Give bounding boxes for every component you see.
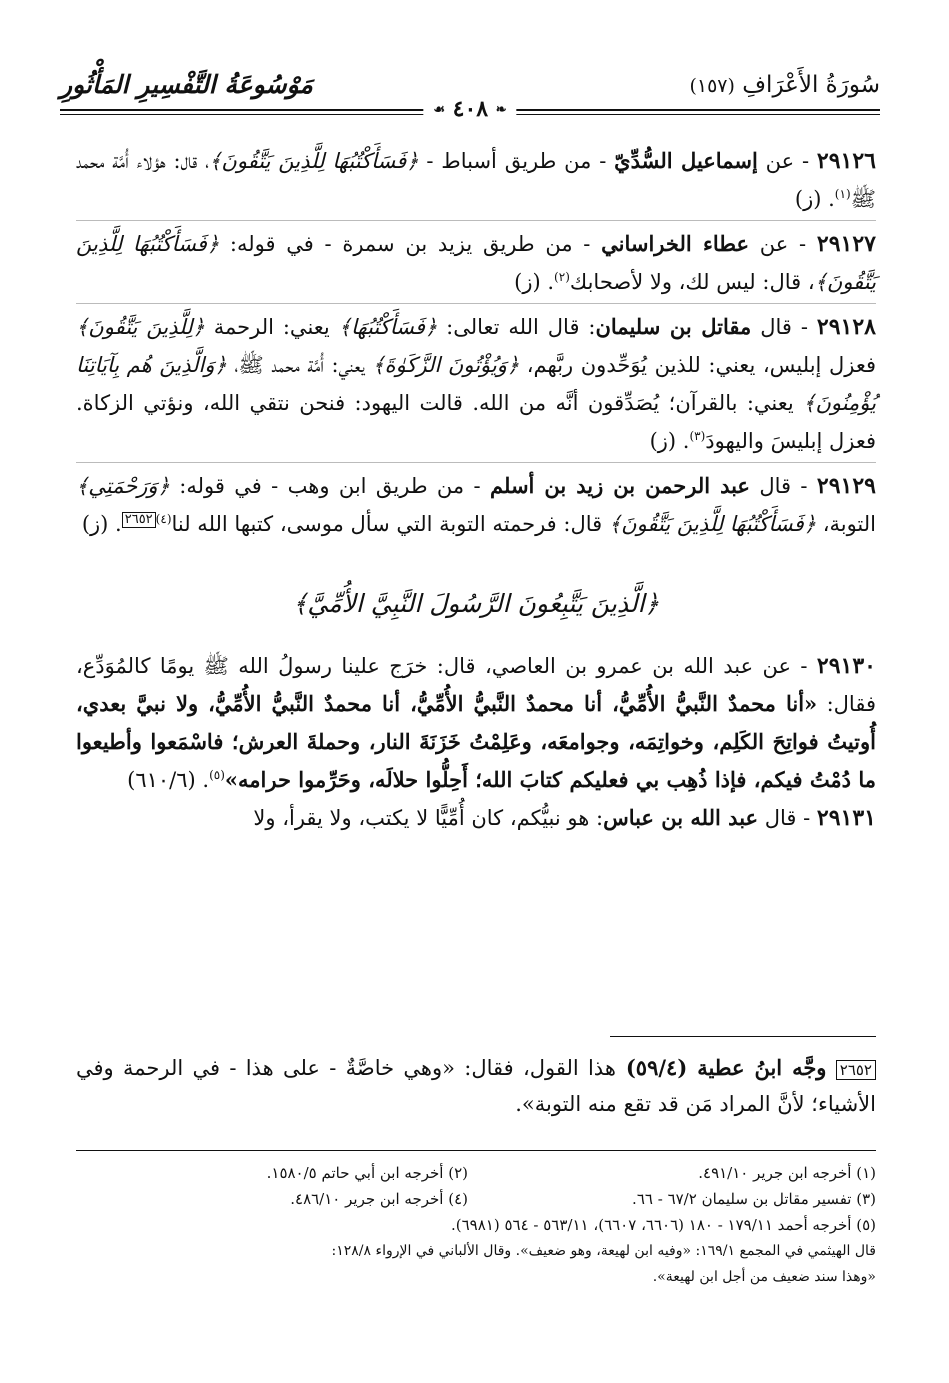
ornament-icon: ❧ — [495, 102, 507, 118]
ornament-icon: ☙ — [433, 102, 445, 118]
footnote-3: (٣) تفسير مقاتل بن سليمان ٦٧/٢ - ٦٦. — [632, 1190, 876, 1208]
entry-29130 — [76, 647, 876, 799]
running-header — [60, 64, 880, 124]
entry-text: يعني: بالقرآن؛ يُصَدِّقون أنَّه من الله. قالت اليهود: فنحن نتقي الله، ونؤتي الزكاة. فعزل إبليسَ واليهودَ — [76, 391, 876, 453]
quran-quote: ﴿فَسَأَكْتُبُهَا لِلَّذِينَ يَتَّقُونَ﴾ — [209, 149, 419, 173]
narrator-name: عبد الله بن عباس — [603, 805, 759, 830]
commentary-ref: (٥٩/٤) — [615, 1055, 698, 1080]
entry-text: ، قال: هؤلاء أُمَّة محمد ﷺ — [76, 149, 876, 211]
footnote-5-continuation-2: «وهذا سند ضعيف من أجل ابن لهيعة». — [652, 1269, 876, 1285]
entry-29128 — [76, 308, 876, 463]
entry-text: التوبة، — [816, 512, 876, 536]
entry-text: - من طريق ابن وهب - في قوله: — [169, 474, 491, 498]
entry-number: ٢٩١٢٩ — [816, 473, 876, 499]
entry-text: . (ز) — [81, 512, 122, 536]
entry-text: ، قال: ليس لك، ولا لأصحابك — [569, 270, 815, 294]
entry-text: . (ز) — [794, 187, 835, 211]
narrator-name: إسماعيل السُّدِّيّ — [614, 148, 758, 173]
footnote-separator — [76, 1150, 876, 1151]
entry-number: ٢٩١٢٨ — [816, 314, 876, 340]
footnotes — [76, 1160, 876, 1290]
entry-text: - قال — [751, 315, 808, 339]
quran-quote: ﴿لِلَّذِينَ يَتَّقُونَ﴾ — [76, 315, 205, 339]
quran-quote: ﴿وَيُؤْتُونَ الزَّكَوٰةَ﴾ — [372, 353, 520, 377]
surah-name: سُورَةُ الأَعْرَافِ — [742, 72, 880, 98]
entry-text: : قال الله تعالى: — [437, 315, 596, 339]
entry-text: - قال — [758, 806, 811, 830]
footnote-row — [76, 1186, 876, 1212]
quran-quote: ﴿فَسَأَكْتُبُهَا لِلَّذِينَ يَتَّقُونَ﴾ — [608, 512, 817, 536]
footnote-ref: (٥) — [209, 768, 225, 782]
entry-text: . (ز) — [649, 429, 690, 453]
entry-text: - قال — [749, 474, 808, 498]
commentary — [76, 1050, 876, 1122]
entry-text: - من طريق يزيد بن سمرة - في قوله: — [219, 232, 602, 256]
entry-number: ٢٩١٣٠ — [816, 653, 876, 679]
footnote-row — [76, 1160, 876, 1186]
hadith-text: «أنا محمدٌ النَّبيُّ الأُمِّيُّ، أنا محمدٌ النَّبيُّ الأُمِّيُّ، أنا محمدٌ النَّبيُّ الأُمِّيُّ، ولا نبيَّ بعدي، أُوتيتُ فواتِحَ الكَلِم، وخواتِمَه، وجوامعَه، وعَلِمْتُ خَزَنَةَ النار، وحملةَ العرش؛ فاسْمَعوا وأطيعوا ما دُمْتُ فيكم، فإذا ذُهِب بي فعليكم كتابَ الله؛ أَحِلُّوا حلالَه، وحَرِّموا حرامه» — [76, 691, 876, 792]
commentary-separator — [610, 1036, 876, 1037]
entry-text: فعزل إبليس، يعني: للذين يُوَحِّدون ربَّهم، — [519, 353, 876, 377]
narrator-name: مقاتل بن سليمان — [595, 314, 752, 339]
entry-29131 — [76, 799, 876, 837]
quran-quote: ﴿فَسَأَكْتُبُهَا لِلَّذِينَ يَتَّقُونَ﴾ — [76, 232, 876, 294]
entry-29127 — [76, 225, 876, 304]
footnote-5-continuation: قال الهيثمي في المجمع ١٦٩/١: «وفيه ابن لهيعة، وهو ضعيف». وقال الألباني في الإرواء ١٢٨/٨: — [331, 1243, 876, 1259]
entry-text: - من طريق أسباط - — [418, 149, 615, 173]
book-title: مَوْسُوعَةُ التَّفْسِيرِ المَأْثُورِ — [60, 70, 313, 99]
narrator-name: عطاء الخراساني — [601, 231, 750, 256]
page-number-value: ٤٠٨ — [452, 96, 489, 122]
footnote-5: (٥) أخرجه أحمد ١٧٩/١١ - ١٨٠ (٦٦٠٦، ٦٦٠٧)، ٥٦٣/١١ - ٥٦٤ (٦٩٨١). — [450, 1216, 876, 1234]
entry-number: ٢٩١٢٧ — [816, 231, 876, 257]
commentary-number-box: ٢٦٥٢ — [836, 1060, 876, 1080]
footnote-ref: (٢) — [554, 270, 570, 284]
entry-text: . (٦١٠/٦) — [127, 768, 210, 792]
entry-text: . (ز) — [514, 270, 555, 294]
footnote-1: (١) أخرجه ابن جرير ٤٩١/١٠. — [698, 1164, 876, 1182]
quran-quote: ﴿وَالَّذِينَ هُم بِآيَاتِنَا يُؤْمِنُونَ﴾ — [76, 353, 876, 415]
entry-29126 — [76, 142, 876, 221]
entry-text: قال: فرحمته التوبة التي سأل موسى، كتبها الله لنا — [171, 512, 609, 536]
entry-text: - عن عبد الله بن عمرو بن العاصي، قال: خرَج علينا رسولُ الله ﷺ يومًا كالمُوَدِّع، فقال: — [76, 654, 876, 716]
entry-text: : هو نبيُّكم، كان أُمِّيًّا لا يكتب، ولا يقرأ، ولا — [253, 806, 604, 830]
footnote-4: (٤) أخرجه ابن جرير ٤٨٦/١٠. — [290, 1190, 468, 1208]
quran-quote: ﴿وَرَحْمَتِي﴾ — [76, 474, 170, 498]
footnote-ref: (٣) — [689, 429, 706, 443]
footnote-2: (٢) أخرجه ابن أبي حاتم ١٥٨٠/٥. — [266, 1164, 468, 1182]
footnote-ref: (١) — [834, 187, 851, 201]
verse-reference: (١٥٧) — [689, 75, 735, 97]
commentary-ref-box: ٢٦٥٢ — [122, 512, 156, 528]
entry-text: - عن — [757, 149, 810, 173]
verse-heading: ﴿الَّذِينَ يَتَّبِعُونَ الرَّسُولَ النَّبِيَّ الأُمِّيَّ﴾ — [292, 589, 660, 618]
entry-text: يعني: الرحمة — [204, 315, 339, 339]
footnote-ref: (٤) — [155, 512, 172, 526]
entry-29129 — [76, 467, 876, 543]
entry-number: ٢٩١٣١ — [816, 805, 876, 831]
quran-quote: ﴿فَسَأَكْتُبُهَا﴾ — [338, 315, 438, 339]
entry-text: - عن — [749, 232, 807, 256]
narrator-name: عبد الرحمن بن زيد بن أسلم — [490, 473, 750, 498]
entry-number: ٢٩١٢٦ — [816, 148, 876, 174]
commentary-author: وجَّه ابنُ عطية — [697, 1055, 827, 1080]
entry-text: يعني: أُمَّة محمد ﷺ، — [226, 353, 373, 377]
commentary-text: هذا القول، فقال: «وهي خاصَّةٌ - على هذا - في الرحمة وفي الأشياء؛ لأنَّ المراد مَن قد تقع منه التوبة». — [76, 1056, 876, 1116]
page-number — [423, 96, 516, 122]
surah-title — [689, 72, 880, 98]
main-text — [76, 142, 876, 837]
